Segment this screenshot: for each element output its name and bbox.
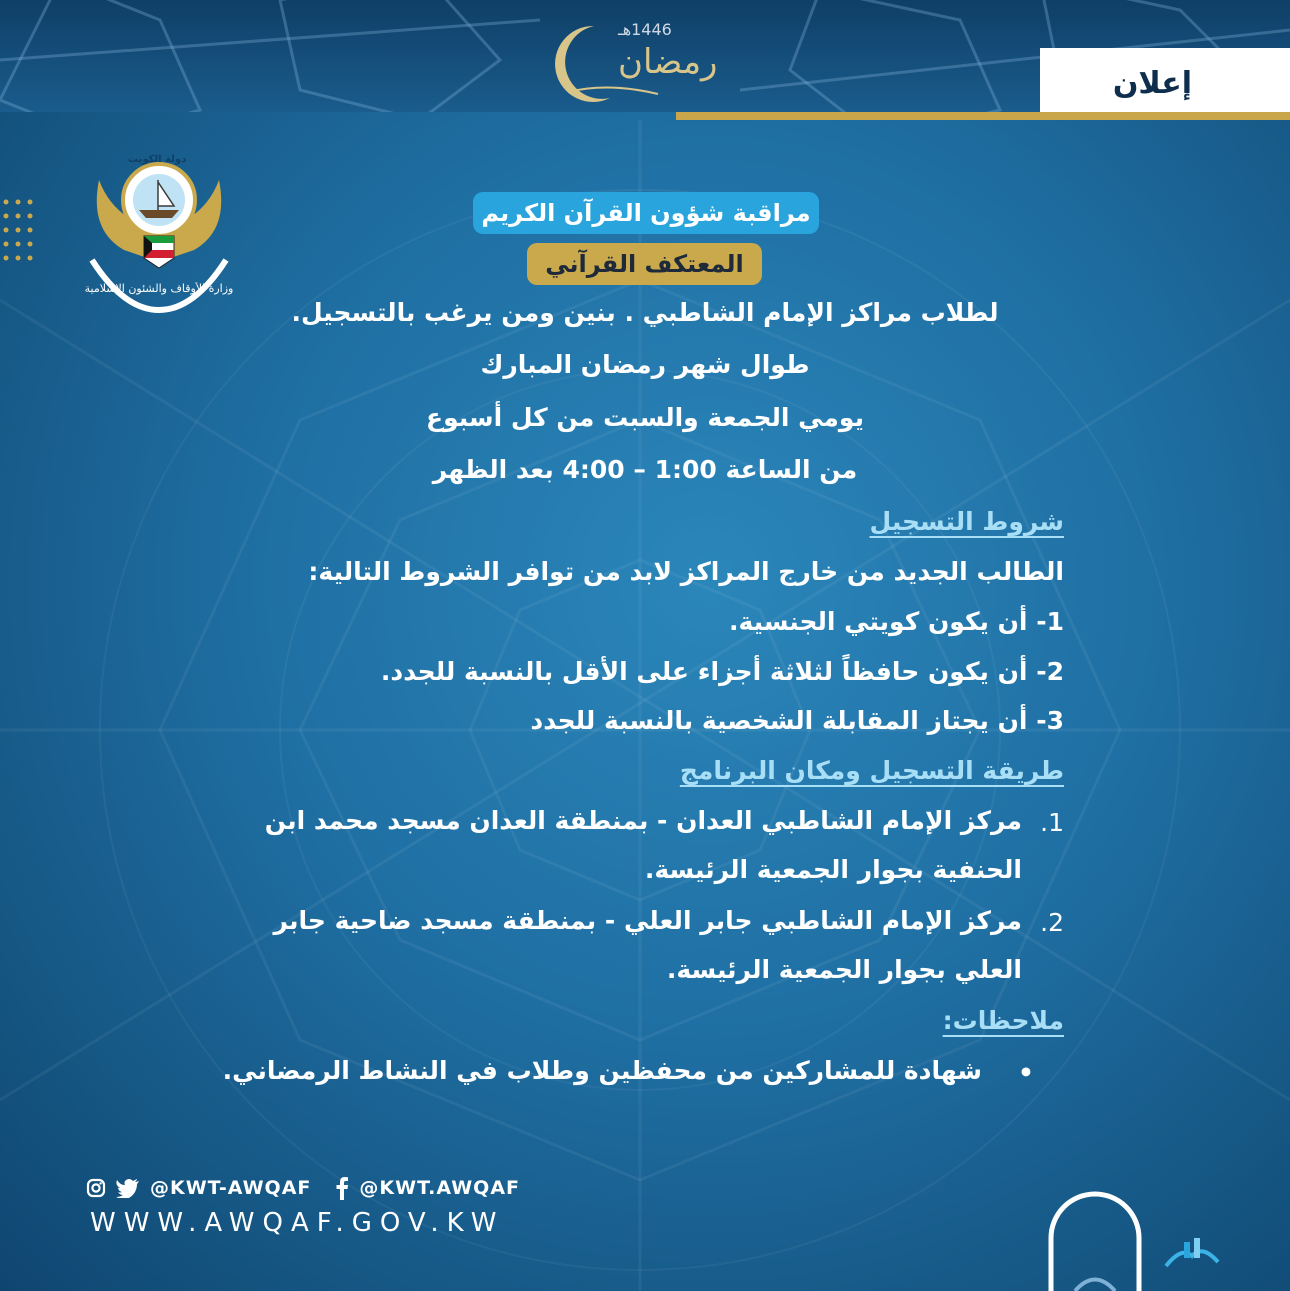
ramadan-logo — [548, 12, 728, 112]
conditions-heading: شروط التسجيل — [869, 507, 1064, 536]
facebook-icon[interactable] — [335, 1176, 349, 1200]
condition-item-1: 1- أن يكون كويتي الجنسية. — [728, 607, 1064, 636]
twitter-instagram-handle[interactable]: @KWT-AWQAF — [150, 1177, 312, 1199]
facebook-handle[interactable]: @KWT.AWQAF — [359, 1177, 521, 1199]
emblem-ministry-text: وزارة الأوقاف والشئون الإسلامية — [84, 282, 234, 295]
notes-bullet: • — [1018, 1058, 1034, 1087]
registration-item-2-line1: مركز الإمام الشاطبي جابر العلي - بمنطقة مسجد ضاحية جابر — [273, 906, 1022, 935]
corner-logo-icon — [1162, 1236, 1222, 1272]
condition-item-3: 3- أن يجتاز المقابلة الشخصية بالنسبة للجدد — [530, 706, 1064, 735]
conditions-lead: الطالب الجديد من خارج المراكز لابد من توافر الشروط التالية: — [308, 557, 1064, 586]
intro-line-4: من الساعة 1:00 – 4:00 بعد الظهر — [432, 455, 858, 484]
notes-item-1: شهادة للمشاركين من محفظين وطلاب في النشاط الرمضاني. — [222, 1056, 982, 1085]
registration-item-2-line2: العلي بجوار الجمعية الرئيسة. — [666, 955, 1022, 984]
footer-social — [86, 1176, 520, 1200]
registration-item-2-number: 2. — [1040, 908, 1064, 937]
intro-line-3: يومي الجمعة والسبت من كل أسبوع — [426, 403, 864, 432]
website-url[interactable]: WWW.AWQAF.GOV.KW — [90, 1208, 505, 1238]
registration-item-1-line1: مركز الإمام الشاطبي العدان - بمنطقة العدان مسجد محمد ابن — [264, 806, 1022, 835]
ramadan-word: رمضان — [618, 42, 718, 82]
gold-divider — [676, 112, 1290, 120]
registration-item-1-number: 1. — [1040, 808, 1064, 837]
instagram-icon[interactable] — [86, 1178, 106, 1198]
notes-heading: ملاحظات: — [942, 1006, 1064, 1035]
registration-heading: طريقة التسجيل ومكان البرنامج — [679, 756, 1064, 785]
arch-decoration — [1045, 1188, 1145, 1291]
announcement-label: إعلان — [1112, 65, 1192, 101]
ministry-emblem — [84, 150, 234, 320]
intro-line-2: طوال شهر رمضان المبارك — [480, 350, 810, 379]
emblem-top-text: دولة الكويت — [128, 154, 187, 165]
condition-item-2: 2- أن يكون حافظاً لثلاثة أجزاء على الأقل بالنسبة للجدد. — [380, 657, 1064, 686]
intro-line-1: لطلاب مراكز الإمام الشاطبي . بنين ومن يرغب بالتسجيل. — [291, 298, 999, 327]
twitter-icon[interactable] — [116, 1178, 140, 1198]
department-badge: مراقبة شؤون القرآن الكريم — [473, 192, 819, 234]
ramadan-year: 1446هـ — [618, 20, 672, 39]
announcement-label-box — [1040, 48, 1290, 118]
registration-item-1-line2: الحنفية بجوار الجمعية الرئيسة. — [644, 855, 1022, 884]
program-badge: المعتكف القرآني — [527, 243, 762, 285]
dots-decoration — [2, 198, 42, 268]
